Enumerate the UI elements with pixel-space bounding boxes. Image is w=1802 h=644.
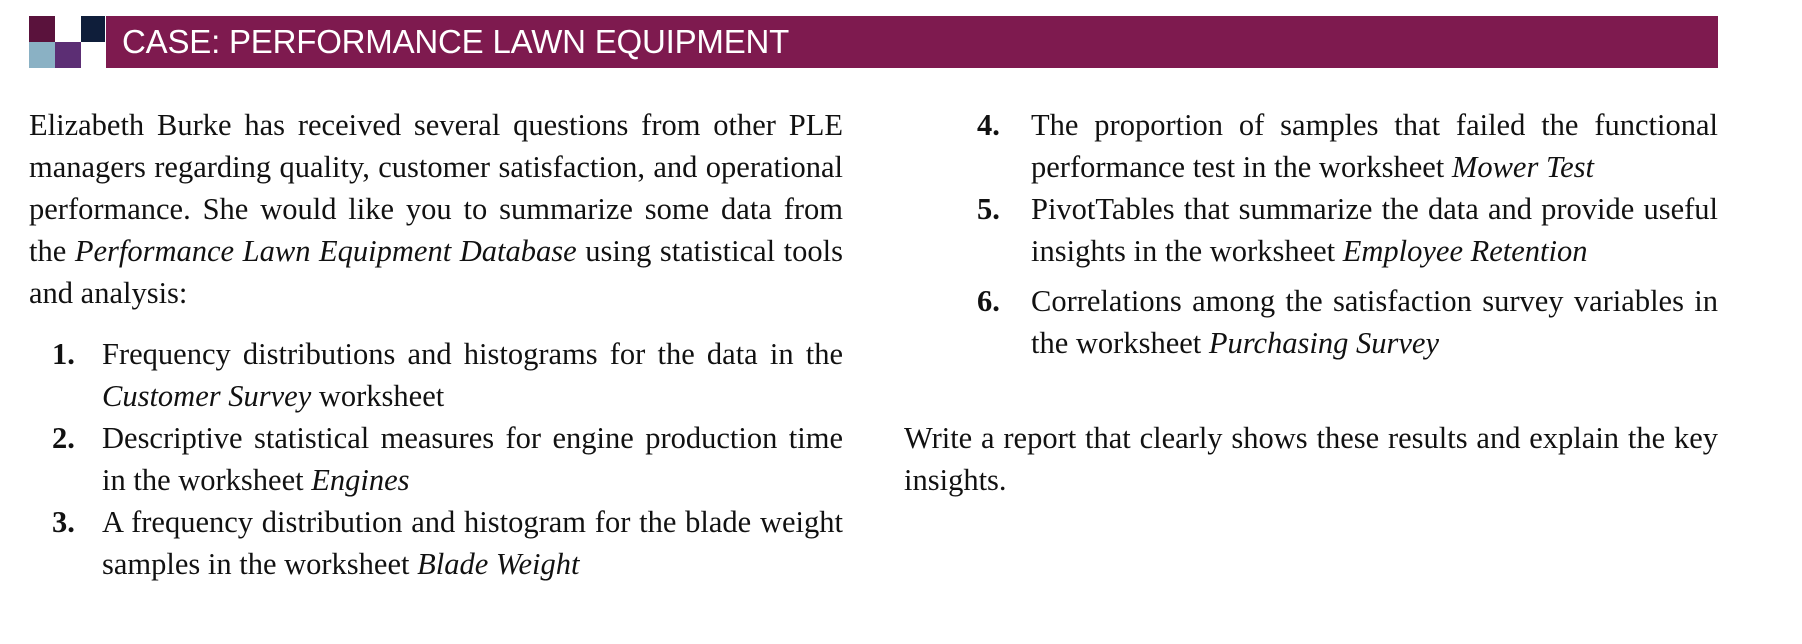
worksheet-name: Purchasing Survey: [1208, 326, 1439, 360]
case-header-bar: [106, 16, 1718, 68]
item-number: 1.: [52, 337, 75, 371]
item-number: 2.: [52, 421, 75, 455]
logo-square-dark: [29, 16, 55, 42]
list-item: [977, 188, 1718, 272]
item-text: Correlations among the satisfaction survey variables in the worksheet: [1031, 284, 1718, 360]
task-list-left: [29, 333, 843, 585]
item-number: 3.: [52, 505, 75, 539]
item-text: Frequency distributions and histograms for the data in the: [102, 337, 843, 371]
list-item: [52, 333, 843, 417]
worksheet-name: Blade Weight: [417, 547, 580, 581]
item-text: A frequency distribution and histogram for the blade weight samples in the worksheet: [102, 505, 843, 581]
intro-text-part2: using statistical tools and analysis:: [29, 234, 844, 310]
item-number: 5.: [977, 192, 1000, 226]
worksheet-name: Employee Retention: [1342, 234, 1588, 268]
case-logo: [29, 16, 105, 68]
intro-paragraph: [29, 104, 843, 314]
item-text: Descriptive statistical measures for engine production time in the worksheet: [102, 421, 843, 497]
item-text: PivotTables that summarize the data and provide useful insights in the worksheet: [1031, 192, 1718, 268]
database-name: Performance Lawn Equipment Database: [74, 234, 577, 268]
task-list-right: [904, 104, 1718, 364]
worksheet-name: Customer Survey: [102, 379, 312, 413]
list-gap: [904, 272, 1718, 280]
case-title: CASE: PERFORMANCE LAWN EQUIPMENT: [122, 23, 790, 60]
closing-paragraph: [904, 417, 1718, 501]
item-text: The proportion of samples that failed the functional performance test in the worksheet: [1031, 108, 1718, 184]
intro-text-part1: Elizabeth Burke has received several questions from other PLE managers regarding quality, customer satisfaction, and operational performance. She would like you to summarize some data from the: [29, 108, 843, 268]
closing-text: Write a report that clearly shows these results and explain the key insights.: [904, 421, 1718, 497]
logo-square-navy: [81, 16, 105, 42]
list-item: [52, 417, 843, 501]
item-number: 6.: [977, 284, 1000, 318]
worksheet-name: Mower Test: [1451, 150, 1594, 184]
list-item: [977, 104, 1718, 188]
logo-square-purple: [55, 42, 81, 68]
item-text-after: worksheet: [311, 379, 445, 413]
worksheet-name: Engines: [311, 463, 410, 497]
list-item: [52, 501, 843, 585]
item-number: 4.: [977, 108, 1000, 142]
logo-square-light: [29, 42, 55, 68]
list-item: [977, 280, 1718, 364]
